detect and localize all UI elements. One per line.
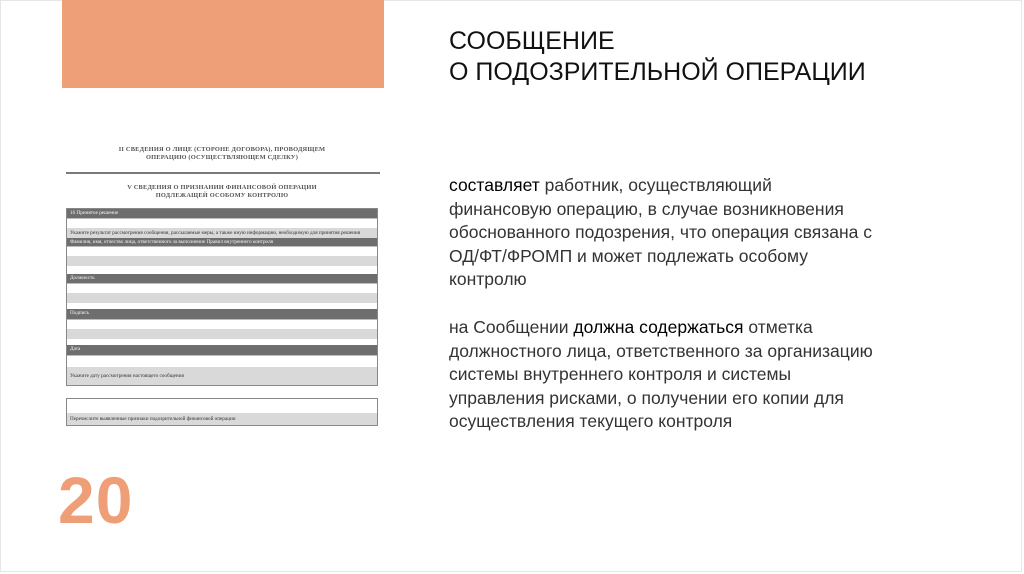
- form-row-blank: [67, 283, 377, 293]
- form-divider: [66, 172, 380, 174]
- form-image: [64, 144, 380, 434]
- form-header-section-5: [64, 184, 380, 200]
- form-row-date-hint: Укажите дату рассмотрения настоящего сообщения: [67, 367, 377, 385]
- form-row-blank: [67, 293, 377, 303]
- form-header-section-2: [64, 146, 380, 162]
- paragraph-mark-required: [449, 316, 879, 434]
- form-row-fio: Фамилия, имя, отчество лица, ответственного за выполнение Правил внутреннего контроля: [67, 238, 377, 246]
- paragraph-1-bold: составляет: [449, 175, 540, 195]
- form-row-blank: [67, 218, 377, 228]
- paragraph-1-text: работник, осуществляющий финансовую операцию, в случае возникновения обоснованного подозрения, что операция связана с ОД/ФТ/ФРОМП и может подлежать особому контролю: [449, 175, 872, 289]
- form-row-results: Укажите результат рассмотрения сообщения, рассылаемые меры, а также иную информацию, необходимую для принятия решения: [67, 228, 377, 238]
- page-number: 20: [58, 463, 134, 537]
- form-row-blank: [67, 319, 377, 329]
- form-row-decision: 16 Принятое решение: [67, 209, 377, 218]
- paragraph-composed-by: [449, 174, 879, 292]
- form-row-date: Дата: [67, 345, 377, 355]
- title-line-1: СООБЩЕНИЕ: [449, 27, 615, 55]
- form-header-1-line-1: II СВЕДЕНИЯ О ЛИЦЕ (СТОРОНЕ ДОГОВОРА), ПРОВОДЯЩЕМ: [118, 146, 326, 153]
- form-header-2-line-1: V СВЕДЕНИЯ О ПРИЗНАНИИ ФИНАНСОВОЙ ОПЕРАЦИИ: [127, 184, 317, 191]
- form-row-blank: [67, 246, 377, 256]
- form-row-blank: [67, 329, 377, 339]
- slide-title: [449, 26, 866, 88]
- accent-block: [62, 0, 384, 88]
- form-row-signature: Подпись: [67, 309, 377, 319]
- title-line-2: О ПОДОЗРИТЕЛЬНОЙ ОПЕРАЦИИ: [449, 58, 866, 86]
- form-row-signs: Перечислите выявленные признаки подозрительной финансовой операции: [67, 413, 377, 425]
- form-signs-box: [66, 398, 378, 426]
- paragraph-2-prefix: на Сообщении: [449, 317, 574, 337]
- paragraph-2-bold: должна содержаться: [573, 317, 744, 337]
- form-header-1-line-2: ОПЕРАЦИЮ (ОСУЩЕСТВЛЯЮЩЕМ СДЕЛКУ): [145, 154, 299, 161]
- form-row-blank: [67, 256, 377, 266]
- form-header-2-line-2: ПОДЛЕЖАЩЕЙ ОСОБОМУ КОНТРОЛЮ: [155, 192, 289, 199]
- form-row-blank: [67, 355, 377, 367]
- form-row-position: Должность: [67, 274, 377, 283]
- paragraph-2-text: отметка должностного лица, ответственного за организацию системы внутреннего контроля и системы управления рисками, о получении его копии для осуществления текущего контроля: [449, 317, 873, 431]
- form-table: [66, 208, 378, 386]
- form-row-blank: [67, 399, 377, 413]
